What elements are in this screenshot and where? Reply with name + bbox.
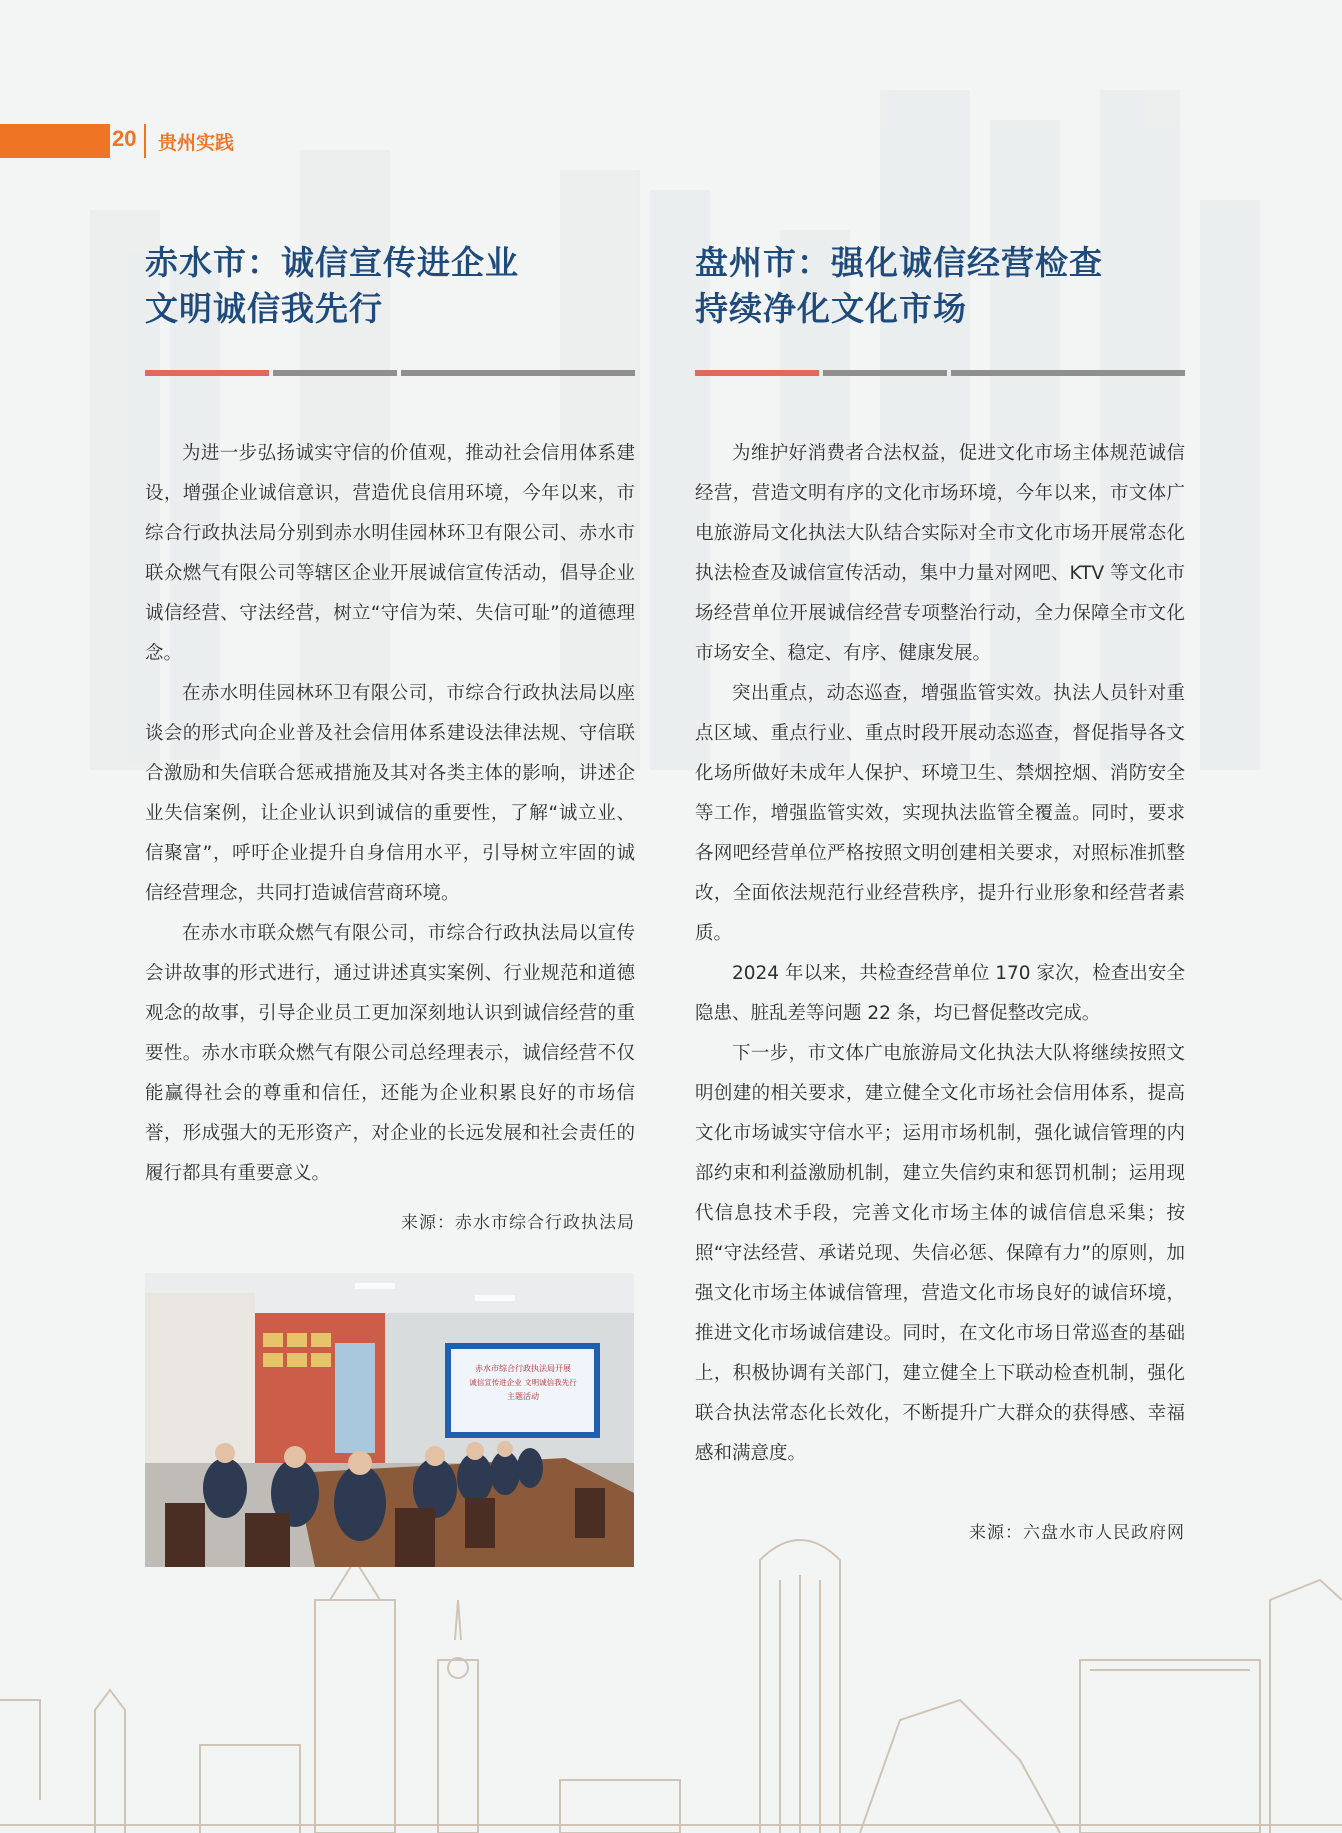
paragraph: 2024 年以来，共检查经营单位 170 家次，检查出安全隐患、脏乱差等问题 22 条，均已督促整改完成。 (695, 963, 1185, 1024)
screen-line: 主题活动 (507, 1392, 539, 1401)
header-separator (144, 124, 146, 158)
screen-line: 诚信宣传进企业 文明诚信我先行 (469, 1378, 577, 1387)
header-accent-bar (0, 124, 110, 158)
page-number: 20 (112, 126, 137, 151)
title-rule (695, 370, 1185, 376)
meeting-photo (145, 1273, 634, 1567)
article-title-line: 盘州市：强化诚信经营检查 (695, 243, 1103, 282)
article-title (145, 240, 635, 332)
title-rule (145, 370, 635, 376)
paragraph: 在赤水市联众燃气有限公司，市综合行政执法局以宣传会讲故事的形式进行，通过讲述真实案例、行业规范和道德观念的故事，引导企业员工更加深刻地认识到诚信经营的重要性。赤水市联众燃气有限公司总经理表示，诚信经营不仅能赢得社会的尊重和信任，还能为企业积累良好的市场信誉，形成强大的无形资产，对企业的长远发展和社会责任的履行都具有重要意义。 (145, 923, 635, 1184)
article-title-line: 持续净化文化市场 (695, 289, 967, 328)
paragraph: 为进一步弘扬诚实守信的价值观，推动社会信用体系建设，增强企业诚信意识，营造优良信用环境，今年以来，市综合行政执法局分别到赤水明佳园林环卫有限公司、赤水市联众燃气有限公司等辖区企业开展诚信宣传活动，倡导企业诚信经营、守法经营，树立“守信为荣、失信可耻”的道德理念。 (145, 443, 635, 664)
article-body (695, 434, 1185, 1474)
paragraph: 在赤水明佳园林环卫有限公司，市综合行政执法局以座谈会的形式向企业普及社会信用体系建设法律法规、守信联合激励和失信联合惩戒措施及其对各类主体的影响，讲述企业失信案例，让企业认识到诚信的重要性，了解“诚立业、信聚富”，呼吁企业提升自身信用水平，引导树立牢固的诚信经营理念，共同打造诚信营商环境。 (145, 683, 635, 904)
article-panzhou (695, 240, 1185, 1474)
article-chishui (145, 240, 635, 1233)
paragraph: 为维护好消费者合法权益，促进文化市场主体规范诚信经营，营造文明有序的文化市场环境，今年以来，市文体广电旅游局文化执法大队结合实际对全市文化市场开展常态化执法检查及诚信宣传活动，集中力量对网吧、KTV 等文化市场经营单位开展诚信经营专项整治行动，全力保障全市文化市场安全、稳定、有序、健康发展。 (695, 443, 1185, 664)
article-title-line: 赤水市：诚信宣传进企业 (145, 243, 519, 282)
section-name: 贵州实践 (158, 132, 235, 154)
paragraph: 下一步，市文体广电旅游局文化执法大队将继续按照文明创建的相关要求，建立健全文化市场社会信用体系，提高文化市场诚实守信水平；运用市场机制，强化诚信管理的内部约束和利益激励机制，建立失信约束和惩罚机制；运用现代信息技术手段，完善文化市场主体的诚信信息采集；按照“守法经营、承诺兑现、失信必惩、保障有力”的原则，加强文化市场主体诚信管理，营造文化市场良好的诚信环境，推进文化市场诚信建设。同时，在文化市场日常巡查的基础上，积极协调有关部门，建立健全上下联动检查机制，强化联合执法常态化长效化，不断提升广大群众的获得感、幸福感和满意度。 (695, 1043, 1185, 1464)
article-title (695, 240, 1185, 332)
article-title-line: 文明诚信我先行 (145, 289, 383, 328)
article-body (145, 434, 635, 1194)
screen-line: 赤水市综合行政执法局开展 (475, 1364, 571, 1373)
article-source: 来源：六盘水市人民政府网 (969, 1523, 1185, 1543)
article-source: 来源：赤水市综合行政执法局 (401, 1213, 635, 1233)
paragraph: 突出重点，动态巡查，增强监管实效。执法人员针对重点区域、重点行业、重点时段开展动态巡查，督促指导各文化场所做好未成年人保护、环境卫生、禁烟控烟、消防安全等工作，增强监管实效，实现执法监管全覆盖。同时，要求各网吧经营单位严格按照文明创建相关要求，对照标准抓整改，全面依法规范行业经营秩序，提升行业形象和经营者素质。 (695, 683, 1185, 944)
